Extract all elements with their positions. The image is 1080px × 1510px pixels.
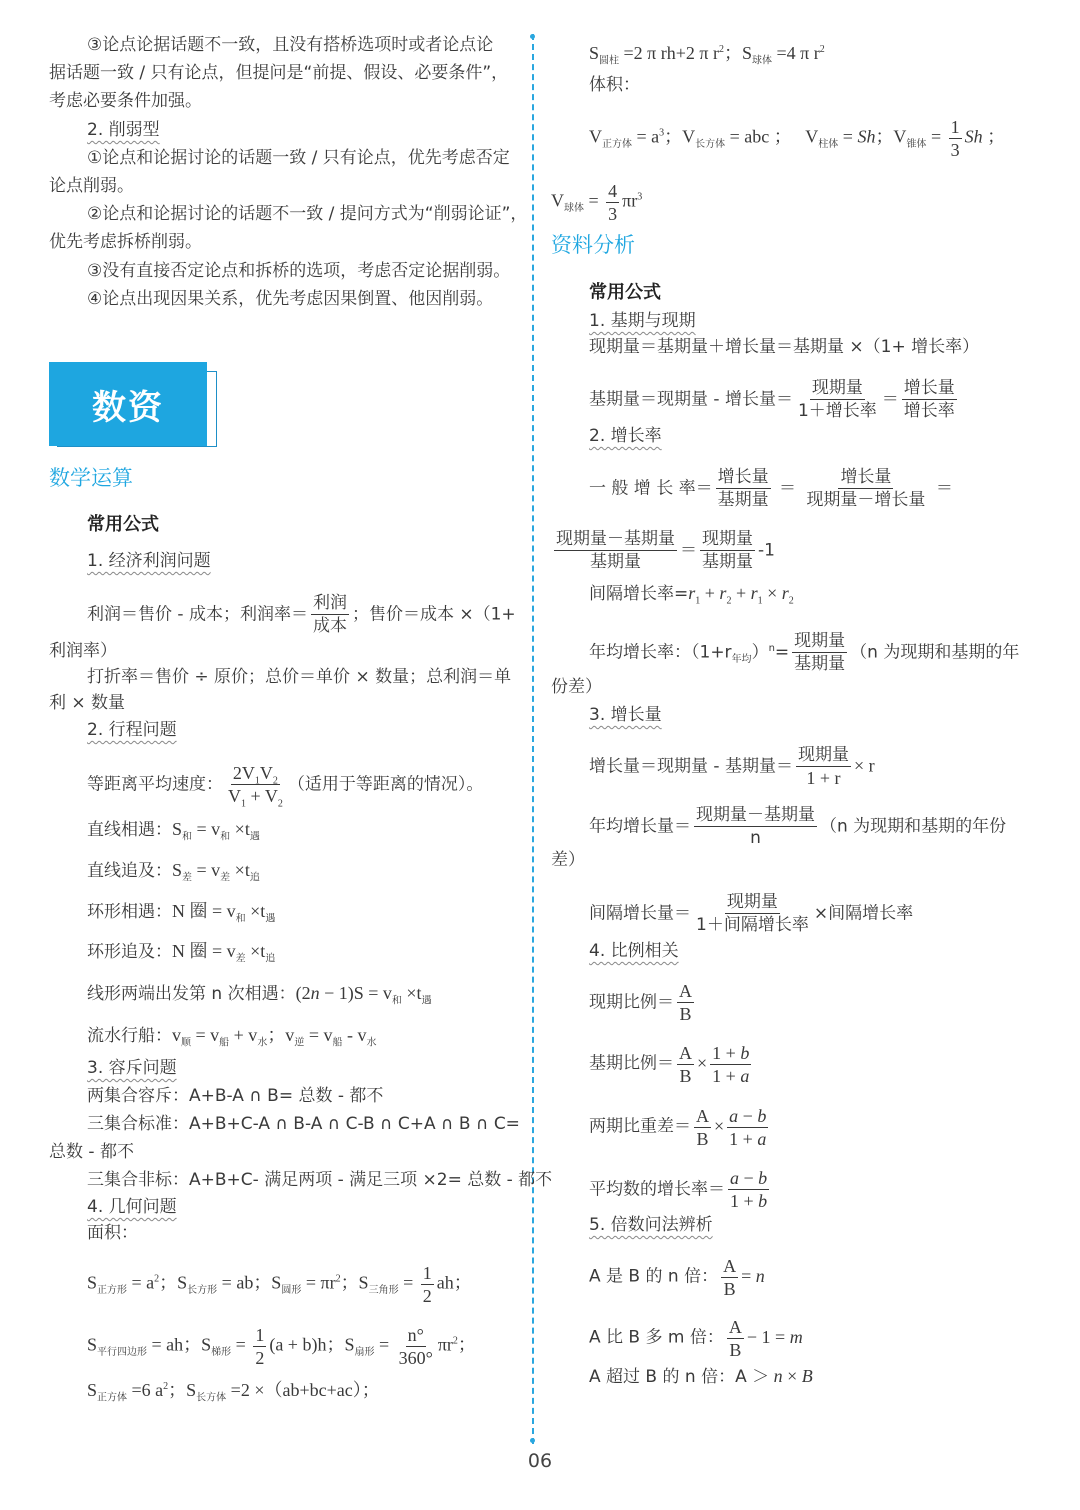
subsection-title: 3. 增长量 — [589, 705, 662, 725]
subsection-title: 4. 比例相关 — [589, 941, 679, 961]
divider-dot-top — [530, 34, 535, 39]
formula-line-chase: 直线追及：$S_差 = v_差 \times t_追$ — [87, 860, 260, 884]
paragraph: 现期量＝基期量＋增长量＝基期量 ×（1+ 增长率） — [589, 337, 980, 357]
section-title: 资料分析 — [551, 233, 635, 257]
paragraph: 面积： — [87, 1223, 138, 1243]
subsection-title: 2. 行程问题 — [87, 720, 177, 740]
formula-times-1: A 是 B 的 n 倍： $\frac{A}{B}$ = n — [589, 1256, 765, 1299]
formula-profit: 利润＝售价 - 成本；利润率＝ $\frac{\text{利润}}{\text{成本}}$ ；售价＝成本 ×（1+ — [87, 593, 516, 636]
divider-dot-bottom — [530, 1438, 535, 1443]
formula-boat: 流水行船：$v_顺 = v_船 + v_水$；$v_逆 = v_船 - v_水$ — [87, 1025, 377, 1049]
paragraph: ②论点和论据讨论的话题不一致 / 提问方式为“削弱论证”， — [87, 204, 528, 224]
formula-volume-1: $V_{正方体} = a^3$；$V_{长方体}$ = abc ； $V_{柱体} = Sh$；$V_{锥体}$ = $\frac{1}{3}$ Sh ； — [589, 117, 1006, 160]
paragraph: 论点削弱。 — [49, 176, 134, 196]
paragraph: ①论点和论据讨论的话题一致 / 只有论点，优先考虑否定 — [87, 148, 510, 168]
formula-annual-rate: 年均增长率：$(1+r_{年均})^n=$ $\frac{\text{现期量}}{\text{基期量}}$ （n 为现期和基期的年 — [589, 631, 1020, 674]
subsection-title: 2. 增长率 — [589, 426, 662, 446]
formula-surface-1: $S_{正方体} =6$ $a^2$；$S_{长方体} =2 \times(ab+bc+ac)$； — [87, 1380, 380, 1404]
paragraph: 优先考虑拆桥削弱。 — [49, 232, 202, 252]
formula-interval-increase: 间隔增长量＝ $\frac{\text{现期量}}{\text{1＋间隔增长率}}$ ×间隔增长率 — [589, 892, 914, 935]
paragraph: 打折率＝售价 ÷ 原价；总价＝单价 × 数量；总利润＝单 — [87, 667, 512, 687]
paragraph: 差） — [551, 850, 585, 870]
formula-base: 基期量＝现期量 - 增长量＝ $\frac{\text{现期量}}{\text{1＋增长率}}$ ＝ $\frac{\text{增长量}}{\text{增长率}}$ — [589, 378, 955, 421]
formula-ratio-diff: 两期比重差＝ $\frac{A}{B}$ × $\frac{a - b}{1 + a}$ — [589, 1106, 767, 1149]
section-title: 数学运算 — [49, 466, 133, 490]
formula-average-speed: 等距离平均速度： $\frac{2V_1V_2}{V_1 + V_2}$ （适用于等距离的情况）。 — [87, 763, 484, 810]
paragraph: 体积： — [589, 75, 640, 95]
paragraph: ③没有直接否定论点和拆桥的选项，考虑否定论据削弱。 — [87, 261, 511, 281]
paragraph: 份差） — [551, 677, 602, 697]
formula-annual-increase: 年均增长量＝ $\frac{\text{现期量－基期量}}{n}$ （n 为现期和基期的年份 — [589, 805, 1007, 848]
formula-ratio-current: 现期比例＝ $\frac{A}{B}$ — [589, 981, 692, 1024]
formula-surface-2: $S_{圆柱} =2$ π rh+2 π $r^2$；$S_{球体} =4$ π $r^2$ — [589, 43, 825, 67]
formula-times-3: A 超过 B 的 n 倍：A ＞ n × B — [589, 1366, 813, 1387]
paragraph: 两集合容斥：A+B-A ∩ B= 总数 - 都不 — [87, 1086, 384, 1106]
paragraph: ④论点出现因果关系，优先考虑因果倒置、他因削弱。 — [87, 289, 494, 309]
formula-volume-2: $V_{球体}$ = $\frac{4}{3}$ $\pi r^3$ — [551, 181, 643, 224]
subsection-title: 1. 经济利润问题 — [87, 551, 211, 571]
paragraph: 总数 - 都不 — [49, 1142, 134, 1162]
paragraph: 利 × 数量 — [49, 693, 126, 713]
formula-ring-meet: 环形相遇：N 圈 = $v_和 \times t_遇$ — [87, 901, 276, 925]
formula-times-2: A 比 B 多 m 倍： $\frac{A}{B}$ − 1 = m — [589, 1317, 803, 1360]
column-divider — [532, 34, 534, 1444]
subsection-title: 1. 基期与现期 — [589, 311, 696, 331]
formula-area-1: $S_{正方形} = a^2$；$S_{长方形}$ = ab；$S_{圆形} = \pi r^2$；$S_{三角形}$ = $\frac{1}{2}$ ah； — [87, 1263, 472, 1306]
formula-ratio-base: 基期比例＝ $\frac{A}{B}$ × $\frac{1 + b}{1 + a}$ — [589, 1043, 750, 1086]
formula-general-rate: 一 般 增 长 率＝ $\frac{\text{增长量}}{\text{基期量}}$ ＝ $\frac{\text{增长量}}{\text{现期量－增长量}}$ ＝ — [589, 467, 953, 510]
paragraph: 三集合标准：A+B+C-A ∩ B-A ∩ C-B ∩ C+A ∩ B ∩ C= — [87, 1114, 520, 1134]
subsection-title: 3. 容斥问题 — [87, 1058, 177, 1078]
formula-general-rate-2: $\frac{\text{现期量－基期量}}{\text{基期量}}$ ＝ $\frac{\text{现期量}}{\text{基期量}}$ -1 — [556, 529, 775, 572]
subsection-title: 2. 削弱型 — [87, 120, 160, 140]
formula-ring-chase: 环形追及：N 圈 = $v_差 \times t_追$ — [87, 941, 276, 965]
paragraph: 三集合非标：A+B+C- 满足两项 - 满足三项 ×2= 总数 - 都不 — [87, 1170, 553, 1190]
heading: 常用公式 — [87, 514, 159, 535]
fraction: $\frac{\text{利润}}{\text{成本}}$ — [312, 593, 347, 636]
formula-line-meet: 直线相遇：$S_和 = v_和 \times t_遇$ — [87, 819, 260, 843]
formula-increase: 增长量＝现期量 - 基期量＝ $\frac{\text{现期量}}{1 + r}$ × r — [589, 745, 875, 788]
subsection-title: 4. 几何问题 — [87, 1197, 177, 1217]
formula-nth-meet: 线形两端出发第 n 次相遇：$(2n - 1)S = v_和 \times t_遇$ — [87, 983, 432, 1007]
formula-interval-rate: 间隔增长率$=r_1 + r_2 + r_1 \times r_2$ — [589, 583, 794, 607]
paragraph: 据话题一致 / 只有论点，但提问是“前提、假设、必要条件”， — [49, 63, 509, 83]
paragraph: 考虑必要条件加强。 — [49, 91, 202, 111]
formula-average-rate: 平均数的增长率＝ $\frac{a - b}{1 + b}$ — [589, 1168, 768, 1211]
subsection-title: 5. 倍数问法辨析 — [589, 1215, 713, 1235]
section-banner: 数资 — [49, 362, 207, 446]
heading: 常用公式 — [589, 282, 661, 303]
formula-area-2: $S_{平行四边形}$ = ah；$S_{梯形}$ = $\frac{1}{2}$ (a + b)h；$S_{扇形}$ = $\frac{n^\circ}{360^\circ}$ $\pi r^2$； — [87, 1325, 476, 1368]
paragraph: ③论点论据话题不一致，且没有搭桥选项时或者论点论 — [87, 35, 494, 55]
paragraph: 利润率） — [49, 641, 117, 661]
page-number: 06 — [527, 1450, 553, 1472]
